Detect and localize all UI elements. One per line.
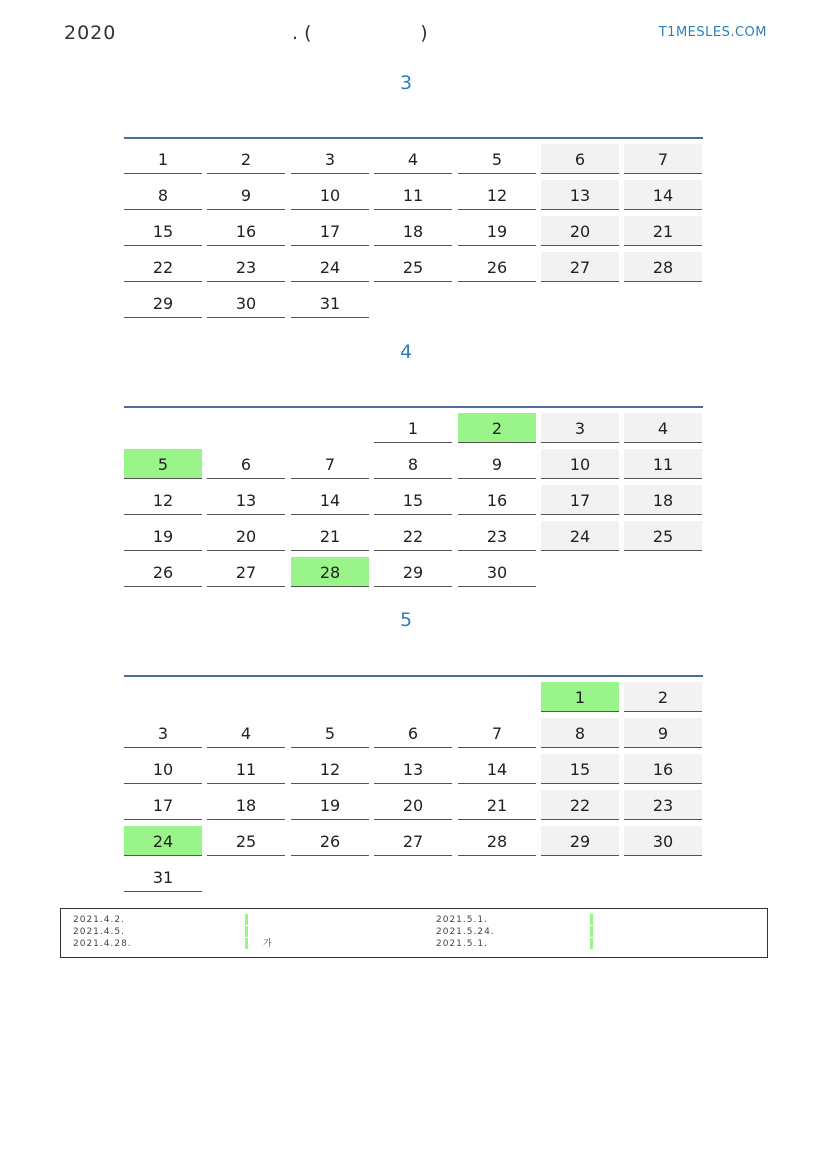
holiday-color-marker — [590, 938, 593, 949]
day-cell: 27 — [541, 252, 619, 282]
day-cell: 5 — [291, 718, 369, 748]
day-cell: 1 — [124, 144, 202, 174]
day-cell: 3 — [291, 144, 369, 174]
day-cell: 12 — [458, 180, 536, 210]
day-cell: 10 — [291, 180, 369, 210]
holiday-color-marker — [590, 914, 593, 925]
day-cell: 6 — [207, 449, 285, 479]
day-cell: 28 — [624, 252, 702, 282]
day-cell: 18 — [207, 790, 285, 820]
day-cell: 27 — [207, 557, 285, 587]
legend-date: 2021.4.5. — [73, 927, 125, 937]
legend-row — [73, 938, 373, 950]
day-cell: 10 — [541, 449, 619, 479]
day-cell: 26 — [291, 826, 369, 856]
day-cell: 16 — [458, 485, 536, 515]
day-cell: 6 — [374, 718, 452, 748]
day-cell: 4 — [374, 144, 452, 174]
day-cell: 15 — [541, 754, 619, 784]
day-cell: 16 — [207, 216, 285, 246]
day-cell: 7 — [291, 449, 369, 479]
day-cell: 28 — [458, 826, 536, 856]
holiday-color-marker — [590, 926, 593, 937]
legend-row — [436, 938, 736, 950]
day-cell: 9 — [624, 718, 702, 748]
day-cell: 2 — [207, 144, 285, 174]
day-cell: 24 — [291, 252, 369, 282]
legend-row — [73, 914, 373, 926]
day-cell: 23 — [207, 252, 285, 282]
day-cell: 14 — [624, 180, 702, 210]
day-cell: 13 — [541, 180, 619, 210]
day-cell: 11 — [374, 180, 452, 210]
day-cell: 3 — [541, 413, 619, 443]
day-cell: 20 — [374, 790, 452, 820]
day-cell: 21 — [291, 521, 369, 551]
day-cell: 13 — [207, 485, 285, 515]
calendar-top-rule — [124, 137, 703, 139]
calendar-top-rule — [124, 675, 703, 677]
day-cell: 27 — [374, 826, 452, 856]
day-cell: 12 — [291, 754, 369, 784]
day-cell: 5 — [124, 449, 202, 479]
day-cell: 31 — [124, 862, 202, 892]
day-cell: 4 — [207, 718, 285, 748]
day-cell: 26 — [458, 252, 536, 282]
day-cell: 24 — [124, 826, 202, 856]
day-cell: 22 — [374, 521, 452, 551]
day-cell: 30 — [207, 288, 285, 318]
holiday-color-marker — [245, 914, 248, 925]
day-cell: 24 — [541, 521, 619, 551]
legend-date: 2021.5.24. — [436, 927, 495, 937]
day-cell: 6 — [541, 144, 619, 174]
header-title: . ( ) — [292, 22, 428, 44]
day-cell: 21 — [624, 216, 702, 246]
day-cell: 2 — [624, 682, 702, 712]
holiday-color-marker — [245, 938, 248, 949]
day-cell: 22 — [124, 252, 202, 282]
day-cell: 2 — [458, 413, 536, 443]
day-cell: 9 — [207, 180, 285, 210]
day-cell: 4 — [624, 413, 702, 443]
day-cell: 29 — [374, 557, 452, 587]
day-cell: 11 — [207, 754, 285, 784]
day-cell: 29 — [541, 826, 619, 856]
day-cell: 20 — [541, 216, 619, 246]
day-cell: 22 — [541, 790, 619, 820]
day-cell: 7 — [458, 718, 536, 748]
holiday-legend — [60, 908, 768, 958]
day-cell: 30 — [458, 557, 536, 587]
day-cell: 19 — [458, 216, 536, 246]
calendar-top-rule — [124, 406, 703, 408]
day-cell: 3 — [124, 718, 202, 748]
page-header — [64, 20, 767, 48]
day-cell: 8 — [124, 180, 202, 210]
day-cell: 23 — [458, 521, 536, 551]
month-title: 5 — [399, 609, 413, 631]
day-cell: 9 — [458, 449, 536, 479]
day-cell: 7 — [624, 144, 702, 174]
legend-date: 2021.5.1. — [436, 915, 488, 925]
header-year: 2020 — [64, 22, 117, 44]
day-cell: 25 — [207, 826, 285, 856]
legend-date: 2021.5.1. — [436, 939, 488, 949]
day-cell: 18 — [624, 485, 702, 515]
day-cell: 19 — [291, 790, 369, 820]
day-cell: 13 — [374, 754, 452, 784]
day-cell: 8 — [374, 449, 452, 479]
day-cell: 21 — [458, 790, 536, 820]
day-cell: 1 — [541, 682, 619, 712]
legend-row — [436, 914, 736, 926]
day-cell: 8 — [541, 718, 619, 748]
day-cell: 17 — [124, 790, 202, 820]
day-cell: 10 — [124, 754, 202, 784]
day-cell: 30 — [624, 826, 702, 856]
day-cell: 12 — [124, 485, 202, 515]
holiday-color-marker — [245, 926, 248, 937]
day-cell: 1 — [374, 413, 452, 443]
day-cell: 15 — [374, 485, 452, 515]
day-cell: 15 — [124, 216, 202, 246]
day-cell: 31 — [291, 288, 369, 318]
day-cell: 17 — [291, 216, 369, 246]
legend-holiday-name: 가 — [263, 939, 273, 949]
day-cell: 19 — [124, 521, 202, 551]
day-cell: 26 — [124, 557, 202, 587]
day-cell: 25 — [624, 521, 702, 551]
day-cell: 16 — [624, 754, 702, 784]
day-cell: 18 — [374, 216, 452, 246]
day-cell: 28 — [291, 557, 369, 587]
legend-row — [73, 926, 373, 938]
day-cell: 25 — [374, 252, 452, 282]
month-title: 4 — [399, 341, 413, 363]
day-cell: 23 — [624, 790, 702, 820]
legend-row — [436, 926, 736, 938]
legend-date: 2021.4.2. — [73, 915, 125, 925]
site-link[interactable]: T1MESLES.COM — [658, 25, 767, 40]
day-cell: 11 — [624, 449, 702, 479]
day-cell: 14 — [458, 754, 536, 784]
day-cell: 17 — [541, 485, 619, 515]
day-cell: 20 — [207, 521, 285, 551]
month-title: 3 — [399, 72, 413, 94]
day-cell: 14 — [291, 485, 369, 515]
day-cell: 29 — [124, 288, 202, 318]
legend-date: 2021.4.28. — [73, 939, 132, 949]
day-cell: 5 — [458, 144, 536, 174]
